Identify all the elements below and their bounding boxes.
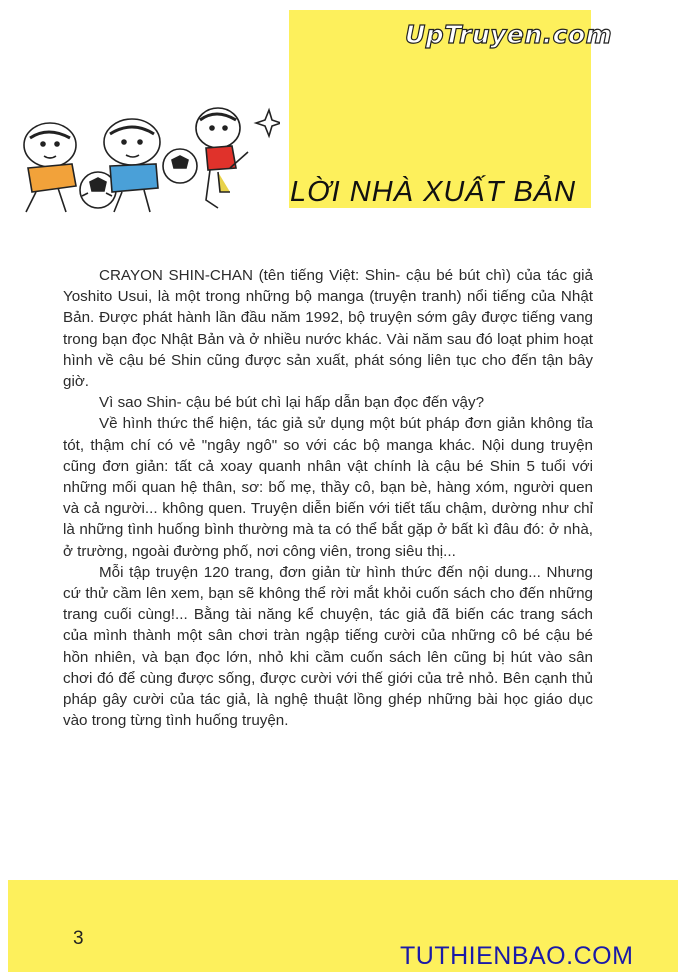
paragraph-three: Về hình thức thể hiện, tác giả sử dụng một bút pháp đơn giản không tỉa tót, thậm chí có vẻ "ngây ngô" so với các bộ manga khác. Nội dung truyện cũng đơn giản: tất cả xoay quanh nhân vật chính là cậu bé Shin 5 tuổi với những mối quan hệ thân, sơ: bố mẹ, thầy cô, bạn bè, hàng xóm, người quen và cả người... không quen. Truyện diễn biến với tiết tấu chậm, dường như chỉ là những tình huống bình thường mà ta có thể bắt gặp ở bất kì đâu đó: ở nhà, ở trường, ngoài đường phố, nơi công viên, trong siêu thị... xyxy=(63,415,593,560)
paragraph-four: Mỗi tập truyện 120 trang, đơn giản từ hình thức đến nội dung... Nhưng cứ thử cầm lên xem, bạn sẽ không thể rời mắt khỏi cuốn sách cho đến những trang cuối cùng!... Bằng tài năng kể chuyện, tác giả đã biến các trang sách của mình thành một sân chơi tràn ngập tiếng cười của những cô bé cậu bé hồn nhiên, và bạn đọc lớn, nhỏ khi cầm cuốn sách lên cũng bị hút vào sân chơi đó để cùng được sống, được cười với thế giới của trẻ nhỏ. Bên cạnh thủ pháp gây cười của tác giả, là nghệ thuật lồng ghép những bài học giáo dục vào trong từng tình huống truyện. xyxy=(63,563,593,730)
sparkle-icon xyxy=(256,110,280,136)
publisher-foreword-text xyxy=(63,265,593,731)
paragraph-two: Vì sao Shin- cậu bé bút chì lại hấp dẫn bạn đọc đến vậy? xyxy=(99,394,485,412)
page-number: 3 xyxy=(73,928,84,949)
paragraph-one: CRAYON SHIN-CHAN (tên tiếng Việt: Shin- cậu bé bút chì) của tác giả Yoshito Usui, là một trong những bộ manga (truyện tranh) nổi tiếng của Nhật Bản. Được phát hành lần đầu năm 1992, bộ truyện sớm gây được tiếng vang trong bạn đọc Nhật Bản và ở nhiều nước khác. Vài năm sau đó loạt phim hoạt hình về cậu bé Shin cũng được sản xuất, phát sóng liên tục cho đến tận bây giờ. xyxy=(63,267,593,391)
watermark-uptruyen: UpTruyen.com xyxy=(405,20,613,49)
kid-three-figure xyxy=(196,108,248,208)
shinchan-soccer-illustration xyxy=(10,100,280,220)
page-title: LỜI NHÀ XUẤT BẢN xyxy=(290,176,577,208)
soccer-ball-two xyxy=(163,149,197,183)
watermark-tuthienbao: TUTHIENBAO.COM xyxy=(400,942,634,970)
kid-one-figure xyxy=(24,123,76,212)
